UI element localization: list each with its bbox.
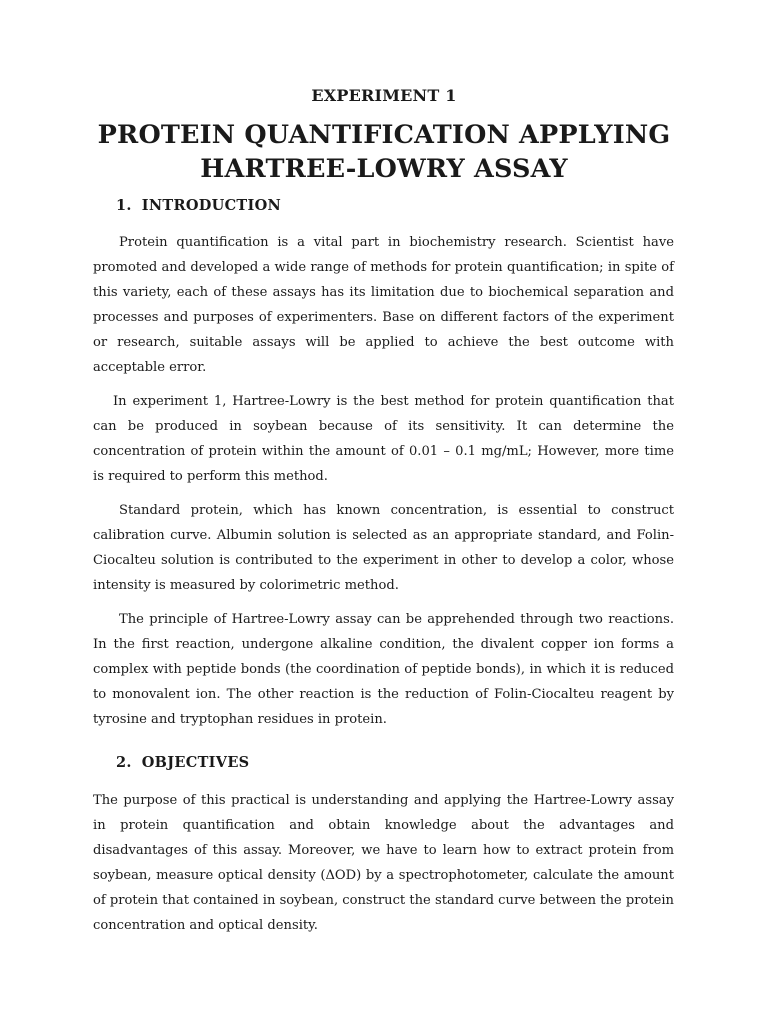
title-line-1: PROTEIN QUANTIFICATION APPLYING	[97, 120, 671, 150]
section-number: 1.	[116, 197, 132, 214]
section-title: INTRODUCTION	[141, 197, 282, 214]
intro-paragraph-3: Standard protein, which has known concentration, is essential to construct calibration curve. Albumin solution is selected as an appropriate standard, and Folin-Ciocalteu solution is contributed to the experiment in other to develop a color, whose intensity is measured by colorimetric method.	[93, 503, 674, 593]
objectives-paragraph: The purpose of this practical is understanding and applying the Hartree-Lowry assay in protein quantification and obtain knowledge about the advantages and disadvantages of this assay. Moreover, we have to learn how to extract protein from soybean, measure optical density (ΔOD) by a spectrophotometer, calculate the amount of protein that contained in soybean, construct the standard curve between the protein concentration and optical density.	[93, 793, 674, 933]
section-heading-introduction	[116, 197, 281, 214]
intro-paragraph-2: In experiment 1, Hartree-Lowry is the best method for protein quantification that can be produced in soybean because of its sensitivity. It can determine the concentration of protein within the amount of 0.01 – 0.1 mg/mL; However, more time is required to perform this method.	[93, 394, 674, 484]
document-title	[60, 118, 708, 186]
experiment-label: EXPERIMENT 1	[311, 86, 457, 105]
intro-paragraph-4: The principle of Hartree-Lowry assay can be apprehended through two reactions. In the first reaction, undergone alkaline condition, the divalent copper ion forms a complex with peptide bonds (the coordination of peptide bonds), in which it is reduced to monovalent ion. The other reaction is the reduction of Folin-Ciocalteu reagent by tyrosine and tryptophan residues in protein.	[93, 612, 674, 727]
section-heading-objectives	[116, 754, 249, 771]
title-line-2: HARTREE-LOWRY ASSAY	[200, 154, 568, 184]
section-title: OBJECTIVES	[141, 754, 250, 771]
section-number: 2.	[116, 754, 132, 771]
intro-paragraph-1: Protein quantification is a vital part in biochemistry research. Scientist have promoted and developed a wide range of methods for protein quantification; in spite of this variety, each of these assays has its limitation due to biochemical separation and processes and purposes of experimenters. Base on different factors of the experiment or research, suitable assays will be applied to achieve the best outcome with acceptable error.	[93, 235, 674, 375]
